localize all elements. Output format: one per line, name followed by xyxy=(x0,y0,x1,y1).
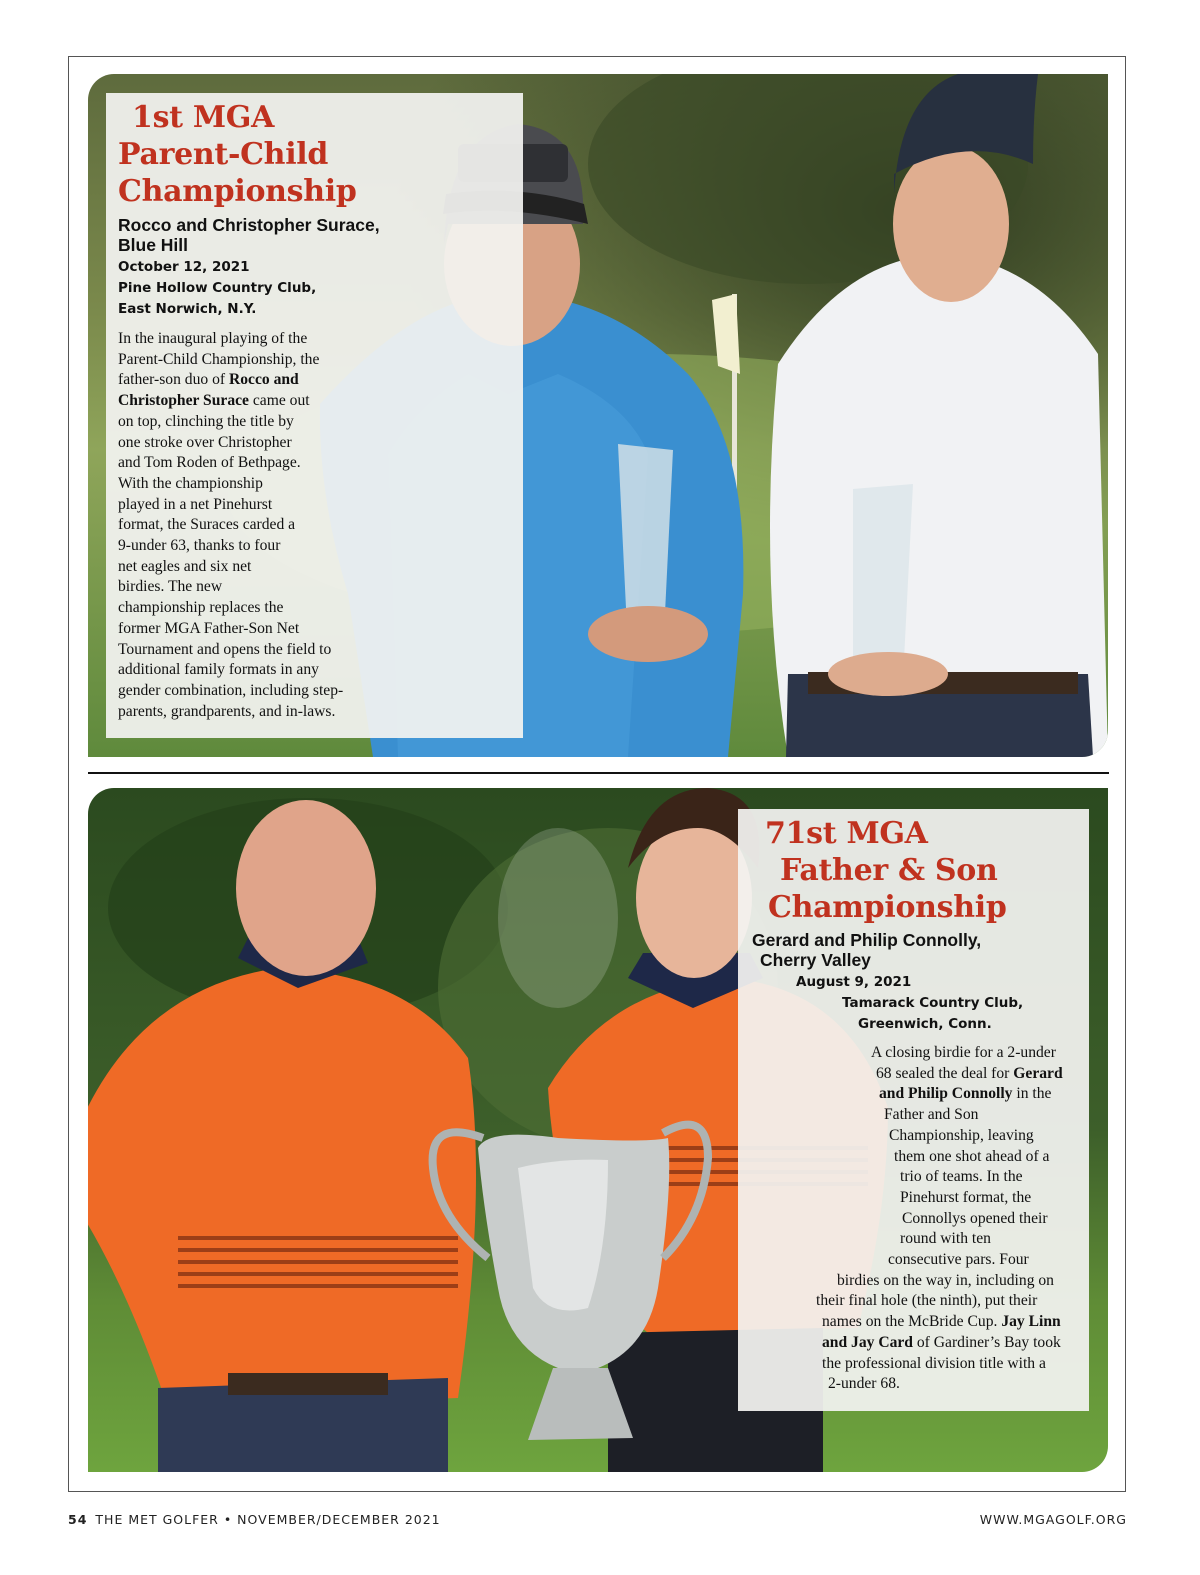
article2-body-line xyxy=(879,1084,1051,1105)
body-text: Father and Son xyxy=(884,1106,979,1124)
body-text: 9-under 63, thanks to four xyxy=(118,537,281,554)
body-text: consecutive pars. Four xyxy=(888,1251,1029,1268)
body-text: of Gardiner’s Bay took xyxy=(912,1333,1061,1351)
article1-body-line xyxy=(118,412,294,433)
article2-venue-line-1: Tamarack Country Club, xyxy=(842,995,1024,1011)
body-text: format, the Suraces carded a xyxy=(118,516,296,534)
body-text: one stroke over Christopher xyxy=(118,433,292,451)
article1-title-line-1: 1st MGA xyxy=(132,100,275,135)
body-text: With the championship xyxy=(118,474,263,492)
article2-body-line xyxy=(876,1064,1063,1085)
bold-name-text: and Philip Connolly xyxy=(879,1085,1013,1103)
article1-body-line xyxy=(118,391,310,412)
body-text: round with ten xyxy=(900,1230,991,1248)
website-url: WWW.MGAGOLF.ORG xyxy=(979,1512,1127,1527)
article2-body-line xyxy=(889,1126,1034,1147)
body-text: gender combination, including step- xyxy=(118,681,344,699)
article1-title-line-2: Parent-Child xyxy=(118,137,329,172)
article2-body-line xyxy=(871,1043,1056,1064)
article1-body-line xyxy=(118,370,299,391)
bold-name-text: Gerard xyxy=(1013,1064,1063,1082)
page-number: 54 xyxy=(68,1512,88,1527)
article2-body-line xyxy=(837,1271,1054,1292)
article2-body-line xyxy=(884,1105,978,1126)
body-text: In the inaugural playing of the xyxy=(118,330,308,347)
body-text: Pinehurst format, the xyxy=(900,1188,1032,1206)
bold-name-text: and Jay Card xyxy=(822,1333,913,1351)
article2-body-line xyxy=(894,1147,1049,1168)
article2-title-line-1: 71st MGA xyxy=(765,816,928,851)
body-text: on top, clinching the title by xyxy=(118,412,294,430)
article2-body-line xyxy=(900,1229,991,1250)
article1-body-line xyxy=(118,433,292,454)
article2-body-line xyxy=(828,1374,900,1395)
article2-body-line xyxy=(900,1167,1023,1188)
body-text: championship replaces the xyxy=(118,599,284,617)
body-text: net eagles and six net xyxy=(118,557,252,575)
body-text: 2-under 68. xyxy=(828,1375,900,1393)
article2-title-line-2: Father & Son xyxy=(780,853,998,888)
article2-title-line-3: Championship xyxy=(768,890,1007,925)
body-text: them one shot ahead of a xyxy=(894,1147,1050,1165)
body-text: the professional division title with a xyxy=(822,1354,1046,1372)
body-text: former MGA Father-Son Net xyxy=(118,619,300,637)
body-text: their final hole (the ninth), put their xyxy=(816,1292,1038,1310)
page-footer-left xyxy=(68,1512,441,1527)
article1-title-line-3: Championship xyxy=(118,174,357,209)
bold-name-text: Christopher Surace xyxy=(118,392,249,410)
article1-body-line xyxy=(118,598,283,619)
article1-body-line xyxy=(118,453,301,474)
body-text: A closing birdie for a 2-under xyxy=(871,1044,1056,1061)
article1-body-line xyxy=(118,515,295,536)
publication-name: THE MET GOLFER • NOVEMBER/DECEMBER 2021 xyxy=(95,1512,441,1527)
body-text: Tournament and opens the field to xyxy=(118,640,332,658)
article2-body-line xyxy=(888,1250,1029,1271)
bold-name-text: Rocco and xyxy=(228,371,299,389)
body-text: and Tom Roden of Bethpage. xyxy=(118,454,301,472)
article2-winners-line-1: Gerard and Philip Connolly, xyxy=(752,930,982,950)
article1-body-line xyxy=(118,577,222,598)
article2-body-line xyxy=(822,1312,1061,1333)
body-text: birdies. The new xyxy=(118,578,223,596)
article1-winners-line-2: Blue Hill xyxy=(118,235,189,255)
body-text: 68 sealed the deal for xyxy=(876,1064,1014,1082)
section-divider xyxy=(88,772,1109,774)
article2-winners-line-2: Cherry Valley xyxy=(760,950,871,970)
article1-winners-line-1: Rocco and Christopher Surace, xyxy=(118,215,380,235)
article1-body-line xyxy=(118,640,331,661)
article1-body-line xyxy=(118,474,263,495)
article1-body-line xyxy=(118,702,335,723)
body-text: father-son duo of xyxy=(118,371,229,389)
article1-body-line xyxy=(118,536,280,557)
article1-body-line xyxy=(118,329,307,350)
article1-date: October 12, 2021 xyxy=(118,259,250,275)
body-text: trio of teams. In the xyxy=(900,1168,1023,1186)
article2-date: August 9, 2021 xyxy=(796,974,912,990)
body-text: Connollys opened their xyxy=(902,1209,1048,1227)
body-text: Championship, leaving xyxy=(889,1126,1034,1144)
article1-body-line xyxy=(118,495,272,516)
body-text: birdies on the way in, including on xyxy=(837,1271,1054,1289)
body-text: Parent-Child Championship, the xyxy=(118,350,320,368)
article1-venue-line-1: Pine Hollow Country Club, xyxy=(118,280,317,296)
article2-body-line xyxy=(902,1209,1048,1230)
article2-body-line xyxy=(822,1354,1046,1375)
body-text: came out xyxy=(248,392,310,410)
article1-venue-line-2: East Norwich, N.Y. xyxy=(118,301,257,317)
body-text: played in a net Pinehurst xyxy=(118,495,273,513)
body-text: additional family formats in any xyxy=(118,661,319,679)
article1-body-line xyxy=(118,557,251,578)
article1-body-line xyxy=(118,660,319,681)
article2-body-line xyxy=(816,1291,1037,1312)
article2-body-line xyxy=(822,1333,1061,1354)
article2-body-line xyxy=(900,1188,1031,1209)
body-text: names on the McBride Cup. xyxy=(822,1313,1002,1331)
article2-venue-line-2: Greenwich, Conn. xyxy=(858,1016,992,1032)
bold-name-text: Jay Linn xyxy=(1001,1313,1061,1331)
article1-body-line xyxy=(118,350,319,371)
body-text: in the xyxy=(1012,1085,1052,1103)
article1-body-line xyxy=(118,619,299,640)
body-text: parents, grandparents, and in-laws. xyxy=(118,702,336,720)
article1-body-line xyxy=(118,681,343,702)
